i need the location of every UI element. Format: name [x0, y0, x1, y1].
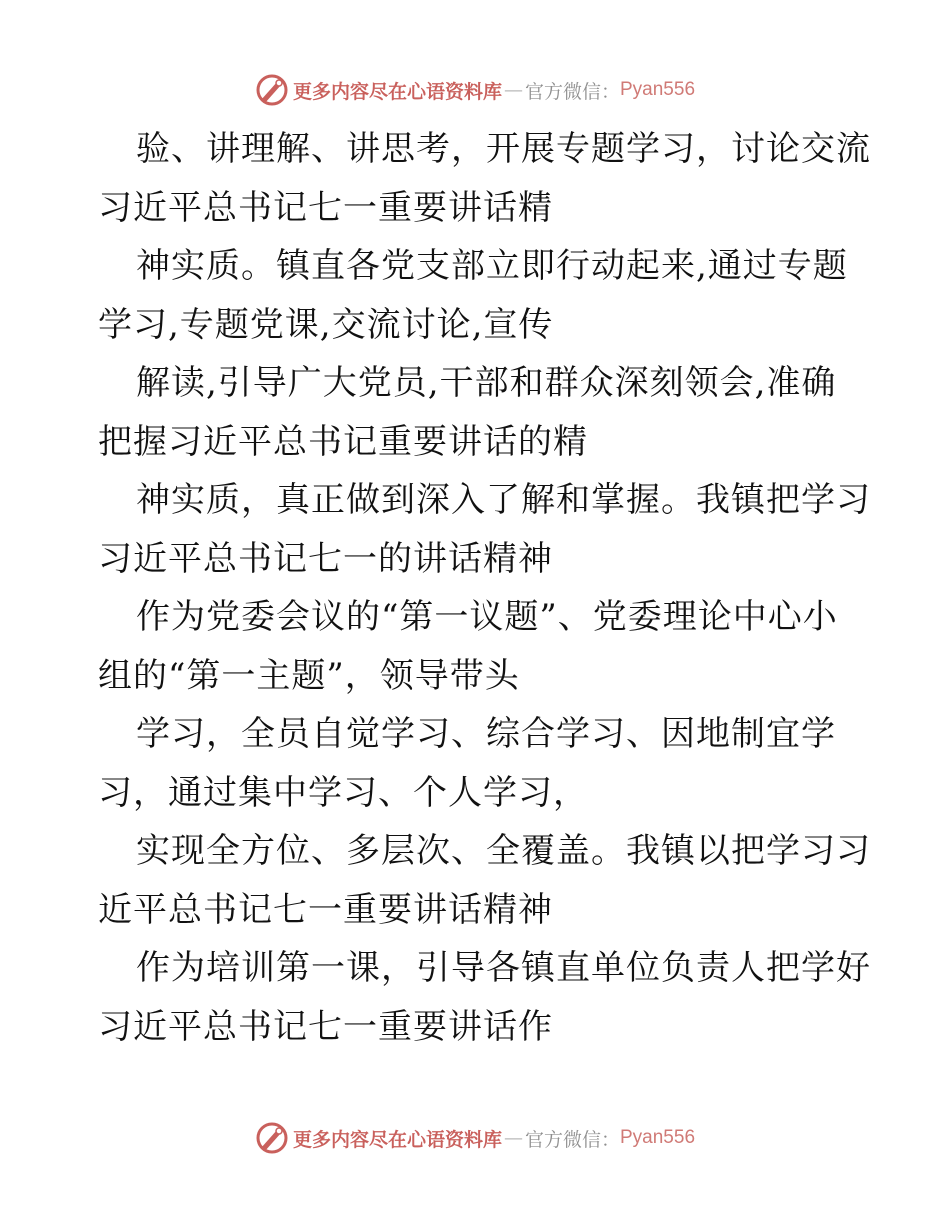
- text-line: 学习，全员自觉学习、综合学习、因地制宜学: [136, 714, 836, 754]
- pen-logo-icon: [255, 1121, 289, 1155]
- banner-wechat-id: Pyan556: [620, 1127, 696, 1148]
- text-line: 作为培训第一课，引导各镇直单位负责人把学好: [136, 948, 871, 988]
- text-line: 实现全方位、多层次、全覆盖。我镇以把学习习: [136, 831, 871, 871]
- banner-sub-text: 官方微信：: [524, 1128, 620, 1151]
- banner-wechat-id: Pyan556: [620, 79, 696, 100]
- banner-main-text: 更多内容尽在心语资料库: [292, 1128, 502, 1151]
- text-line: 神实质。镇直各党支部立即行动起来,通过专题: [136, 246, 848, 286]
- pen-logo-icon: [255, 73, 289, 107]
- banner-main-text: 更多内容尽在心语资料库: [292, 80, 502, 103]
- text-line: 近平总书记七一重要讲话精神: [98, 889, 553, 930]
- text-line: 验、讲理解、讲思考，开展专题学习，讨论交流: [136, 129, 871, 169]
- text-line: 习近平总书记七一重要讲话作: [98, 1006, 553, 1047]
- banner-dash: —: [503, 1127, 523, 1149]
- footer-watermark: [0, 1118, 950, 1158]
- text-line: 习近平总书记七一重要讲话精: [98, 187, 553, 228]
- text-line: 习近平总书记七一的讲话精神: [98, 538, 553, 579]
- banner-sub-text: 官方微信：: [524, 80, 620, 103]
- text-line: 组的“第一主题”，领导带头: [98, 655, 520, 696]
- text-line: 把握习近平总书记重要讲话的精: [98, 421, 588, 462]
- banner-dash: —: [503, 79, 523, 101]
- text-line: 学习,专题党课,交流讨论,宣传: [98, 304, 554, 345]
- text-line: 神实质，真正做到深入了解和掌握。我镇把学习: [136, 480, 871, 520]
- document-body: [98, 120, 871, 1056]
- text-line: 作为党委会议的“第一议题”、党委理论中心小: [136, 597, 838, 637]
- text-line: 解读,引导广大党员,干部和群众深刻领会,准确: [136, 363, 837, 403]
- text-line: 习，通过集中学习、个人学习，: [98, 772, 588, 813]
- header-watermark: [0, 70, 950, 110]
